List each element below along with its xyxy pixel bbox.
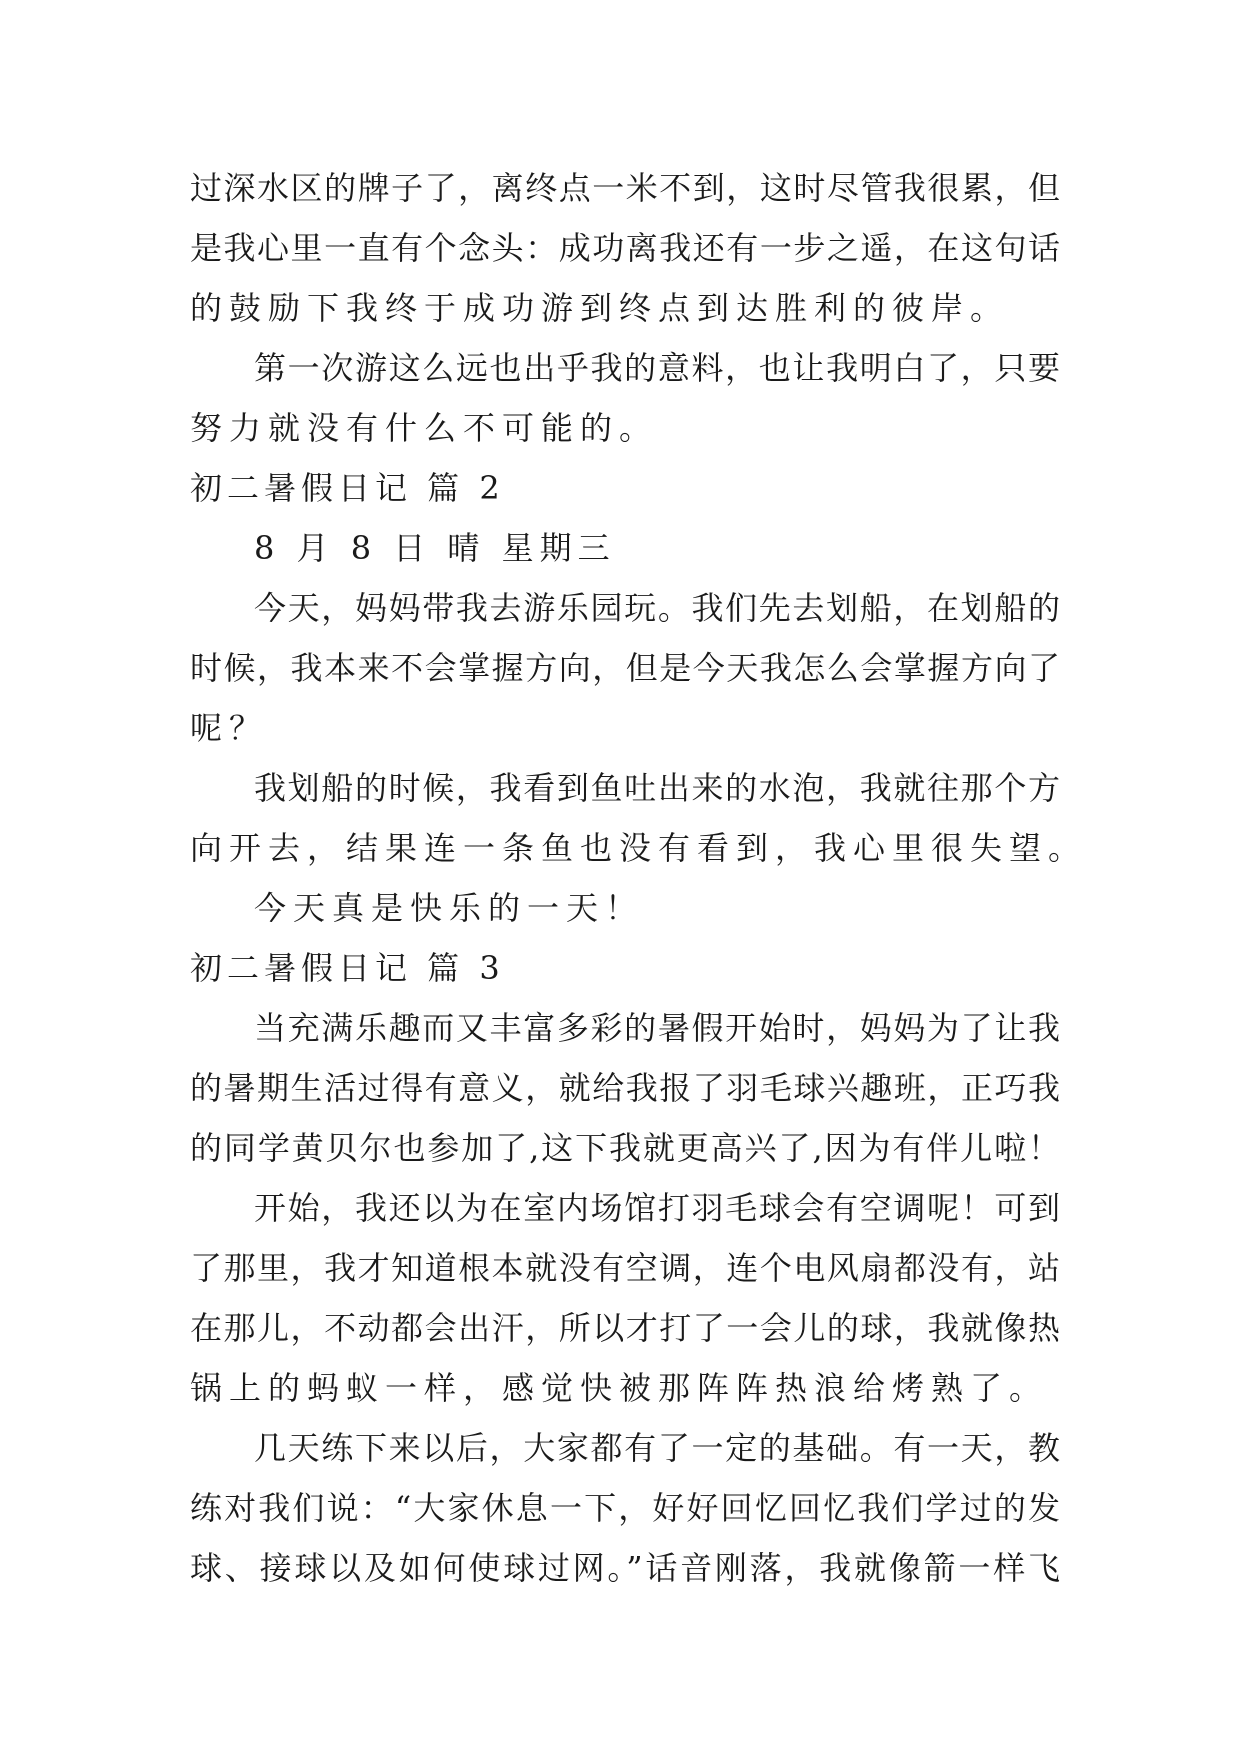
paragraph-line: 锅上的蚂蚁一样，感觉快被那阵阵热浪给烤熟了。 [190,1369,1049,1407]
paragraph-line: 时候，我本来不会掌握方向，但是今天我怎么会掌握方向了 [190,649,1060,687]
paragraph-line: 呢？ [190,709,269,747]
paragraph-line: 向开去，结果连一条鱼也没有看到，我心里很失望。 [190,829,1088,867]
paragraph-line: 的鼓励下我终于成功游到终点到达胜利的彼岸。 [190,289,1010,327]
paragraph-line: 是我心里一直有个念头：成功离我还有一步之遥，在这句话 [190,229,1060,267]
diary-date: 8 月 8 日 晴 星期三 [254,529,616,567]
paragraph-line: 当充满乐趣而又丰富多彩的暑假开始时，妈妈为了让我 [254,1009,1060,1047]
paragraph-line: 球、接球以及如何使球过网。”话音刚落，我就像箭一样飞 [190,1549,1060,1587]
paragraph-line: 过深水区的牌子了，离终点一米不到，这时尽管我很累，但 [190,169,1060,207]
paragraph-line: 开始，我还以为在室内场馆打羽毛球会有空调呢！可到 [254,1189,1060,1227]
paragraph-line: 的暑期生活过得有意义，就给我报了羽毛球兴趣班，正巧我 [190,1069,1060,1107]
paragraph-line: 的同学黄贝尔也参加了,这下我就更高兴了,因为有伴儿啦！ [190,1129,1060,1167]
paragraph-line: 今天真是快乐的一天！ [254,889,645,927]
paragraph-line: 今天，妈妈带我去游乐园玩。我们先去划船，在划船的 [254,589,1060,627]
paragraph-line: 了那里，我才知道根本就没有空调，连个电风扇都没有，站 [190,1249,1060,1287]
paragraph-line: 第一次游这么远也出乎我的意料，也让我明白了，只要 [254,349,1060,387]
section-title: 初二暑假日记 篇 3 [190,949,505,987]
paragraph-line: 几天练下来以后，大家都有了一定的基础。有一天，教 [254,1429,1060,1467]
paragraph-line: 我划船的时候，我看到鱼吐出来的水泡，我就往那个方 [254,769,1060,807]
section-title: 初二暑假日记 篇 2 [190,469,505,507]
paragraph-line: 在那儿，不动都会出汗，所以才打了一会儿的球，我就像热 [190,1309,1060,1347]
paragraph-line: 练对我们说：“大家休息一下，好好回忆回忆我们学过的发 [190,1489,1060,1527]
paragraph-line: 努力就没有什么不可能的。 [190,409,659,447]
